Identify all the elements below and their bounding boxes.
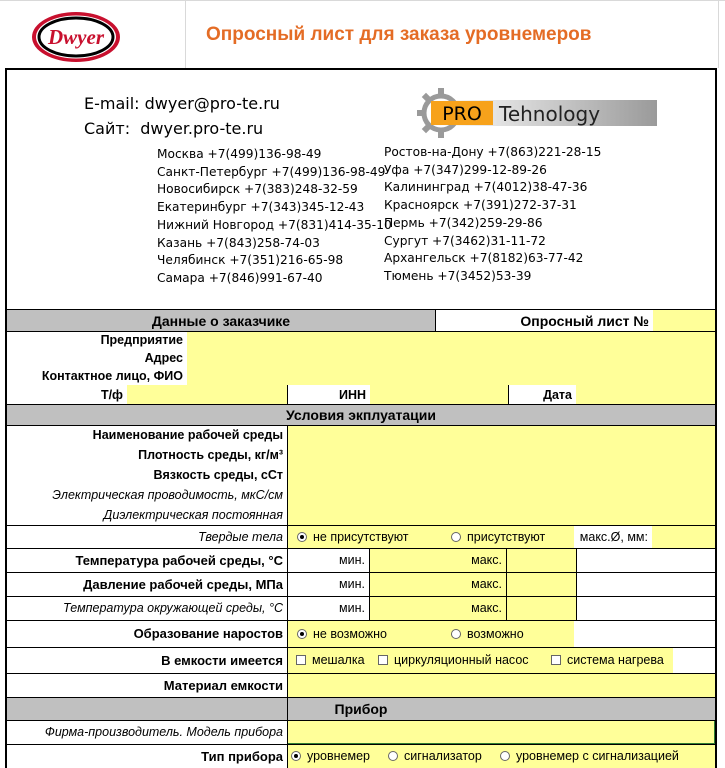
table-border [287,385,288,404]
company-field[interactable] [187,331,715,349]
type-both-option[interactable] [500,746,679,766]
logo-brand-text: Tehnology [499,102,601,126]
solids-label: Твердые тела [198,529,283,544]
section-device: Прибор [7,697,715,720]
manufacturer-label: Фирма-производитель. Модель прибора [44,725,283,739]
table-border [7,744,715,745]
phone-fax-field[interactable] [127,385,287,404]
type-level-option[interactable] [291,746,370,766]
date-label: Дата [543,387,572,402]
logo-pro-text: PRO [442,103,482,125]
city-phone: Москва +7(499)136-98-49 [157,147,322,161]
table-border [506,548,507,620]
city-phone: Сургут +7(3462)31-11-72 [384,233,546,248]
max-label: макс. [471,601,502,615]
dielectric-label: Диэлектрическая постоянная [103,508,283,522]
min-label: мин. [339,577,365,591]
solids-absent-option[interactable] [297,525,409,548]
contact-person-field[interactable] [187,367,715,385]
table-border [7,331,715,332]
address-field[interactable] [187,349,715,367]
deposits-no-option[interactable] [297,620,387,647]
contact-person-label: Контактное лицо, ФИО [41,369,183,383]
pressure-label: Давление рабочей среды, МПа [83,576,283,592]
conductivity-label: Электрическая проводимость, мкС/см [52,488,283,502]
solids-max-label: макс.Ø, мм: [579,529,648,544]
table-border [7,720,715,721]
radio-icon [500,751,510,761]
address-label: Адрес [144,351,183,365]
temp-ambient-max-field[interactable] [506,596,576,620]
site-label: Сайт: [84,119,131,138]
table-border [7,697,715,698]
solids-max-field[interactable] [652,525,715,548]
checkbox-icon [551,655,561,665]
mixer-checkbox[interactable] [296,647,365,673]
city-phone: Новосибирск +7(383)248-32-59 [157,182,358,197]
deposits-label: Образование наростов [133,626,283,641]
option-label: уровнемер с сигнализацией [516,749,679,763]
table-border [7,647,715,648]
deposits-yes-option[interactable] [451,620,524,647]
option-label: мешалка [312,653,365,667]
table-border [7,673,715,674]
max-label: макс. [471,577,502,591]
city-phone: Тюмень +7(3452)53-39 [384,268,532,283]
cities-left [157,146,392,288]
table-border [7,309,715,310]
checkbox-icon [378,655,388,665]
sheet-gridline [0,0,725,1]
radio-selected-icon [291,751,301,761]
table-border [7,525,715,526]
pressure-max-field[interactable] [506,572,576,596]
site-url: dwyer.pro-te.ru [140,119,264,138]
questionnaire-number-field[interactable] [653,310,715,331]
vessel-has-label: В емкости имеется [161,652,283,668]
radio-selected-icon [297,629,307,639]
temp-ambient-label: Температура окружающей среды, °C [63,601,283,615]
city-phone: Казань +7(843)258-74-03 [157,235,320,250]
phone-fax-label: Т/ф [100,387,123,402]
sheet-gridline [185,0,186,68]
medium-name-field[interactable] [287,425,715,445]
inn-label: ИНН [338,387,366,402]
min-label: мин. [339,553,365,567]
table-border [287,425,288,768]
temp-medium-label: Температура рабочей среды, °C [75,552,283,568]
density-field[interactable] [287,445,715,465]
city-phone: Екатеринбург +7(343)345-12-43 [157,200,365,215]
email-text: E-mail: dwyer@pro-te.ru [84,94,280,113]
city-phone: Калининград +7(4012)38-47-36 [384,180,588,195]
type-switch-option[interactable] [388,746,482,766]
city-phone: Архангельск +7(8182)63-77-42 [384,251,584,266]
medium-name-label: Наименование рабочей среды [92,428,283,442]
solids-present-option[interactable] [451,525,545,548]
section-conditions: Условия экплуатации [7,404,715,425]
circulation-pump-checkbox[interactable] [378,647,529,673]
checkbox-icon [296,655,306,665]
table-border [508,385,509,404]
table-border [435,309,436,331]
option-label: сигнализатор [404,749,482,763]
city-phone: Нижний Новгород +7(831)414-35-10 [157,217,392,232]
table-border [369,548,370,620]
radio-icon [451,629,461,639]
table-border [7,572,715,573]
radio-icon [388,751,398,761]
table-border [7,596,715,597]
radio-icon [451,532,461,542]
city-phone: Челябинск +7(351)216-65-98 [157,253,344,268]
device-type-label: Тип прибора [201,748,283,764]
city-phone: Уфа +7(347)299-12-89-26 [384,162,547,177]
max-label: макс. [471,553,502,567]
table-border [7,404,715,405]
option-label: возможно [467,626,524,641]
viscosity-field[interactable] [287,465,715,485]
date-field[interactable] [576,385,715,404]
density-label: Плотность среды, кг/м³ [138,448,283,462]
vessel-material-field[interactable] [287,673,715,697]
option-label: система нагрева [567,653,664,667]
dielectric-field[interactable] [287,505,715,525]
option-label: циркуляционный насос [394,653,529,667]
section-customer: Данные о заказчике [7,310,435,331]
table-border [576,548,577,620]
cities-right [384,144,601,286]
sheet-gridline [718,0,719,68]
radio-selected-icon [297,532,307,542]
city-phone: Красноярск +7(391)272-37-31 [384,198,577,213]
page-title: Опросный лист для заказа уровнемеров [206,24,592,45]
manufacturer-field[interactable] [287,720,715,744]
vessel-material-label: Материал емкости [163,677,283,693]
table-border [7,620,715,621]
logo-text: Dwyer [48,25,104,49]
questionnaire-number-label: Опросный лист № [520,312,649,329]
viscosity-label: Вязкость среды, сСт [153,468,283,482]
option-label: присутствуют [467,529,546,544]
option-label: уровнемер [307,749,371,763]
dwyer-logo [30,10,122,64]
temp-medium-max-field[interactable] [506,548,576,572]
city-phone: Ростов-на-Дону +7(863)221-28-15 [384,145,602,159]
option-label: не возможно [313,626,387,641]
option-label: не присутствуют [313,529,409,544]
site-line [84,119,263,138]
city-phone: Санкт-Петербург +7(499)136-98-49 [157,164,386,179]
table-border [7,425,715,426]
conductivity-field[interactable] [287,485,715,505]
heating-checkbox[interactable] [551,647,664,673]
table-border [7,548,715,549]
city-phone: Самара +7(846)991-67-40 [157,270,323,285]
company-label: Предприятие [100,333,183,347]
inn-field[interactable] [370,385,508,404]
city-phone: Пермь +7(342)259-29-86 [384,215,543,230]
pro-tehnology-logo [417,86,657,138]
min-label: мин. [339,601,365,615]
